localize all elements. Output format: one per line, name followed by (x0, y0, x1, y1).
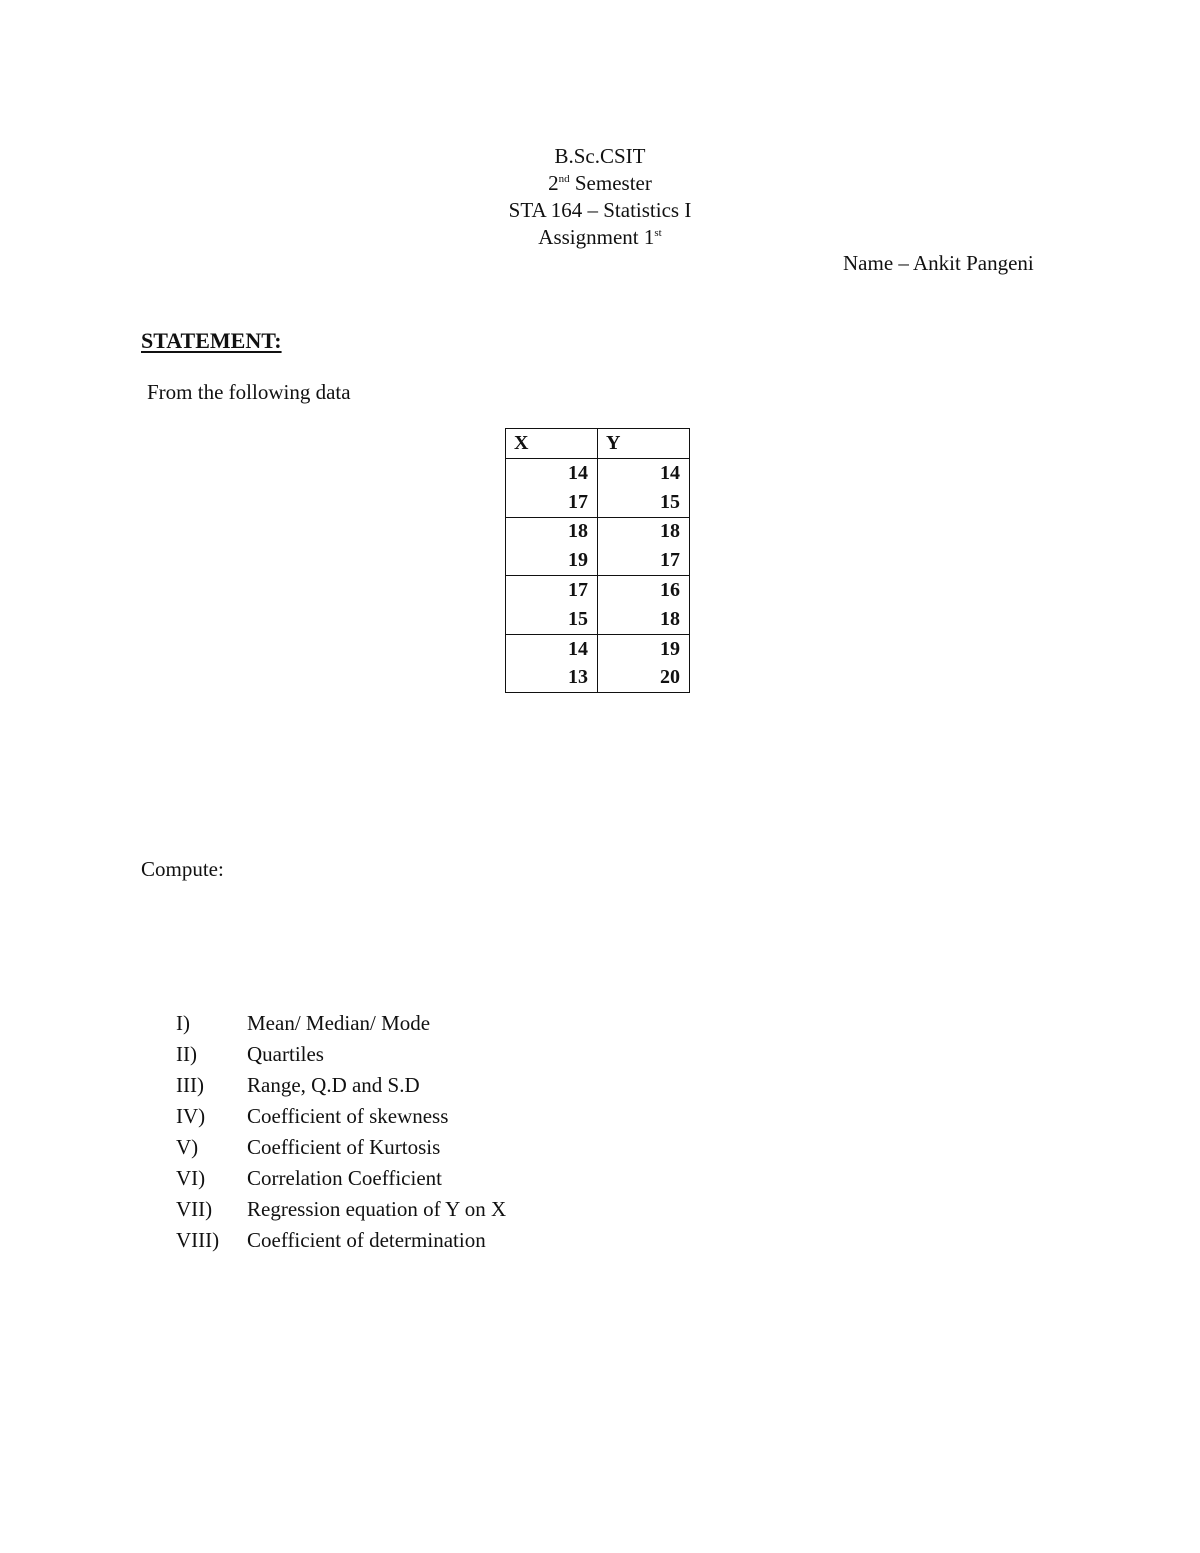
cell-y: 14 (598, 459, 690, 488)
assignment-ordinal: st (654, 227, 662, 239)
item-number: III) (176, 1073, 204, 1097)
item-number: V) (176, 1135, 199, 1159)
compute-label: Compute: (141, 857, 224, 881)
table-row (506, 576, 690, 605)
item-number: VI) (176, 1166, 206, 1190)
cell-y: 18 (598, 605, 690, 634)
cell-x: 17 (506, 488, 598, 517)
statement-heading: STATEMENT: (141, 328, 282, 353)
program-title: B.Sc.CSIT (554, 144, 646, 168)
list-item (176, 1194, 506, 1225)
list-item (176, 1039, 506, 1070)
semester-ordinal: nd (558, 173, 570, 185)
cell-y: 16 (598, 576, 690, 605)
cell-x: 18 (506, 517, 598, 546)
cell-y: 17 (598, 546, 690, 575)
list-item (176, 1101, 506, 1132)
table-header-row (506, 429, 690, 459)
item-number: VIII) (176, 1228, 220, 1252)
item-text: Mean/ Median/ Mode (247, 1011, 431, 1035)
student-name: Name – Ankit Pangeni (843, 251, 1034, 275)
item-text: Correlation Coefficient (247, 1166, 442, 1190)
table-row (506, 605, 690, 634)
item-text: Range, Q.D and S.D (247, 1073, 420, 1097)
item-text: Coefficient of Kurtosis (247, 1135, 441, 1159)
item-number: VII) (176, 1197, 213, 1221)
cell-y: 19 (598, 634, 690, 663)
list-item (176, 1070, 506, 1101)
data-table (505, 428, 690, 693)
list-item (176, 1225, 506, 1256)
list-item (176, 1008, 506, 1039)
semester-word: Semester (574, 171, 652, 195)
column-header-y: Y (598, 429, 690, 459)
table-row (506, 546, 690, 575)
cell-y: 20 (598, 664, 690, 693)
cell-x: 19 (506, 546, 598, 575)
intro-text: From the following data (147, 380, 351, 404)
cell-y: 15 (598, 488, 690, 517)
table-row (506, 488, 690, 517)
item-text: Regression equation of Y on X (247, 1197, 507, 1221)
cell-x: 14 (506, 459, 598, 488)
item-text: Coefficient of determination (247, 1228, 486, 1252)
cell-x: 15 (506, 605, 598, 634)
assignment-label: Assignment 1 (538, 225, 655, 249)
semester-line (0, 170, 1200, 197)
semester-number: 2 (548, 171, 559, 195)
cell-y: 18 (598, 517, 690, 546)
table-row (506, 459, 690, 488)
item-number: II) (176, 1042, 197, 1066)
table-row (506, 664, 690, 693)
list-item (176, 1132, 506, 1163)
table-row (506, 634, 690, 663)
cell-x: 14 (506, 634, 598, 663)
cell-x: 17 (506, 576, 598, 605)
item-text: Quartiles (247, 1042, 324, 1066)
item-number: I) (176, 1011, 190, 1035)
course-title: STA 164 – Statistics I (508, 198, 692, 222)
column-header-x: X (506, 429, 598, 459)
assignment-line (0, 224, 1200, 251)
document-header (0, 143, 1200, 251)
item-text: Coefficient of skewness (247, 1104, 449, 1128)
table-row (506, 517, 690, 546)
item-number: IV) (176, 1104, 206, 1128)
task-list (176, 1008, 506, 1256)
list-item (176, 1163, 506, 1194)
cell-x: 13 (506, 664, 598, 693)
